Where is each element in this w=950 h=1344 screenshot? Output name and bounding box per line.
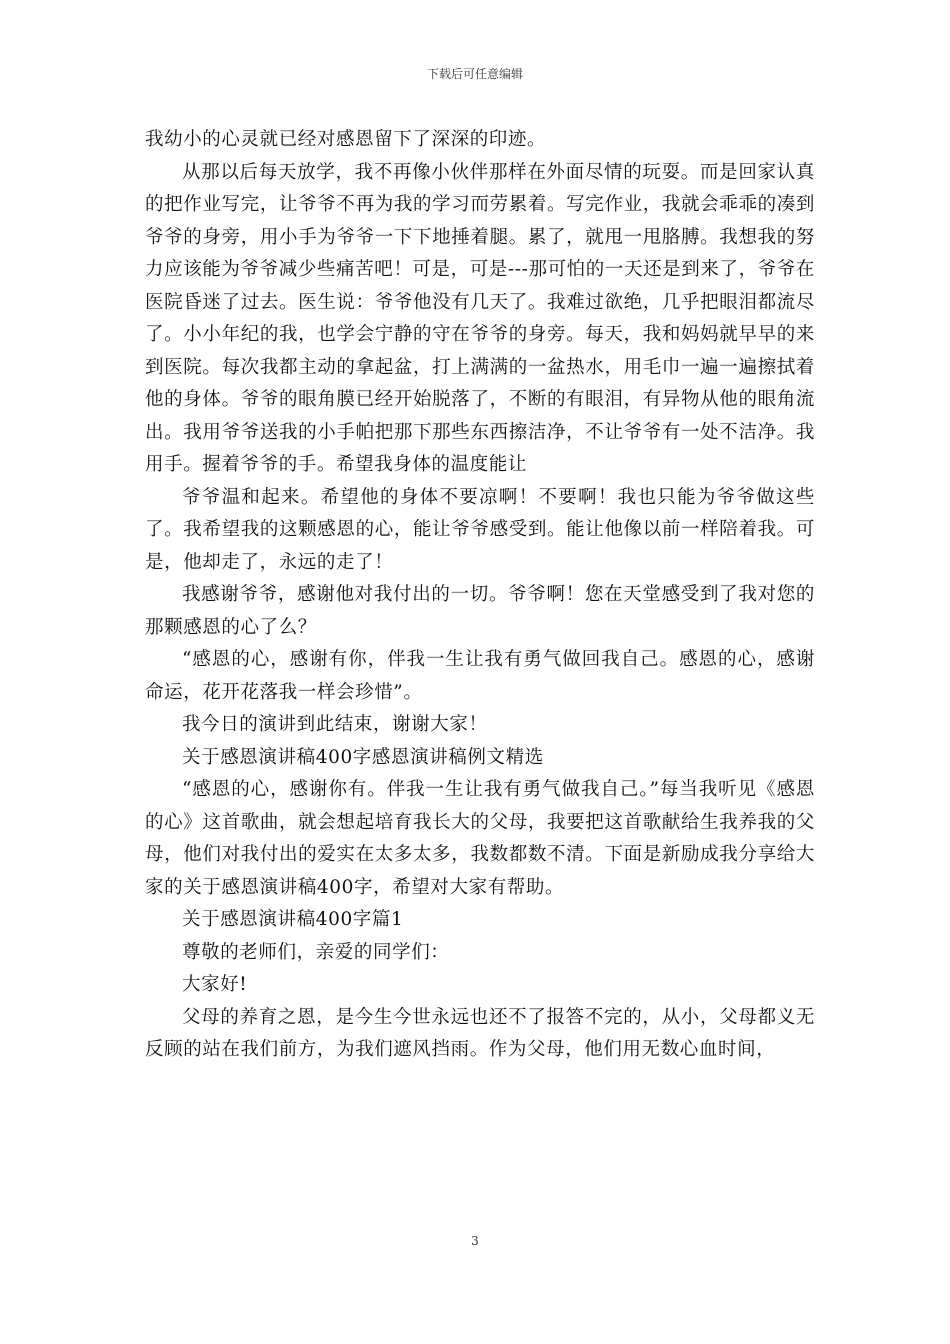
section-heading: 关于感恩演讲稿400字感恩演讲稿例文精选	[182, 746, 544, 768]
document-body	[145, 124, 815, 1067]
paragraph-intro: “感恩的心，感谢你有。伴我一生让我有勇气做我自己。”每当我听见《感恩的心》这首歌曲，就会想起培育我长大的父母，我要把这首歌献给生我养我的父母，他们对我付出的爱实在太多太多，我数都数不清。下面是新励成我分享给大家的关于感恩演讲稿400字，希望对大家有帮助。	[145, 779, 815, 898]
greeting: 大家好!	[182, 974, 248, 995]
paragraph-4: 我感谢爷爷，感谢他对我付出的一切。爷爷啊！您在天堂感受到了我对您的那颗感恩的心了么？	[145, 584, 815, 638]
subsection-heading: 关于感恩演讲稿400字篇1	[182, 909, 404, 930]
paragraph-3: 爷爷温和起来。希望他的身体不要凉啊！不要啊！我也只能为爷爷做这些了。我希望我的这颗感恩的心，能让爷爷感受到。能让他像以前一样陪着我。可是，他却走了，永远的走了！	[145, 486, 815, 573]
paragraph-1: 我幼小的心灵就已经对感恩留下了深深的印迹。	[145, 129, 547, 150]
page-header: 下载后可任意编辑	[426, 67, 523, 81]
paragraph-5: “感恩的心，感谢有你，伴我一生让我有勇气做回我自己。感恩的心，感谢命运，花开花落我一样会珍惜”。	[145, 649, 815, 703]
page-number: 3	[471, 1234, 479, 1248]
paragraph-final: 父母的养育之恩，是今生今世永远也还不了报答不完的，从小，父母都义无反顾的站在我们前方，为我们遮风挡雨。作为父母，他们用无数心血时间，	[145, 1006, 815, 1060]
paragraph-2: 从那以后每天放学，我不再像小伙伴那样在外面尽情的玩耍。而是回家认真的把作业写完，让爷爷不再为我的学习而劳累着。写完作业，我就会乖乖的凑到爷爷的身旁，用小手为爷爷一下下地捶着腿。累了，就甩一甩胳膊。我想我的努力应该能为爷爷减少些痛苦吧！可是，可是---那可怕的一天还是到来了，爷爷在医院昏迷了过去。医生说：爷爷他没有几天了。我难过欲绝，几乎把眼泪都流尽了。小小年纪的我，也学会宁静的守在爷爷的身旁。每天，我和妈妈就早早的来到医院。每次我都主动的拿起盆，打上满满的一盆热水，用毛巾一遍一遍擦拭着他的身体。爷爷的眼角膜已经开始脱落了，不断的有眼泪，有异物从他的眼角流出。我用爷爷送我的小手帕把那下那些东西擦洁净，不让爷爷有一处不洁净。我用手。握着爷爷的手。希望我身体的温度能让	[145, 161, 815, 475]
paragraph-6: 我今日的演讲到此结束，谢谢大家！	[182, 714, 488, 735]
salutation: 尊敬的老师们，亲爱的同学们：	[182, 941, 450, 963]
